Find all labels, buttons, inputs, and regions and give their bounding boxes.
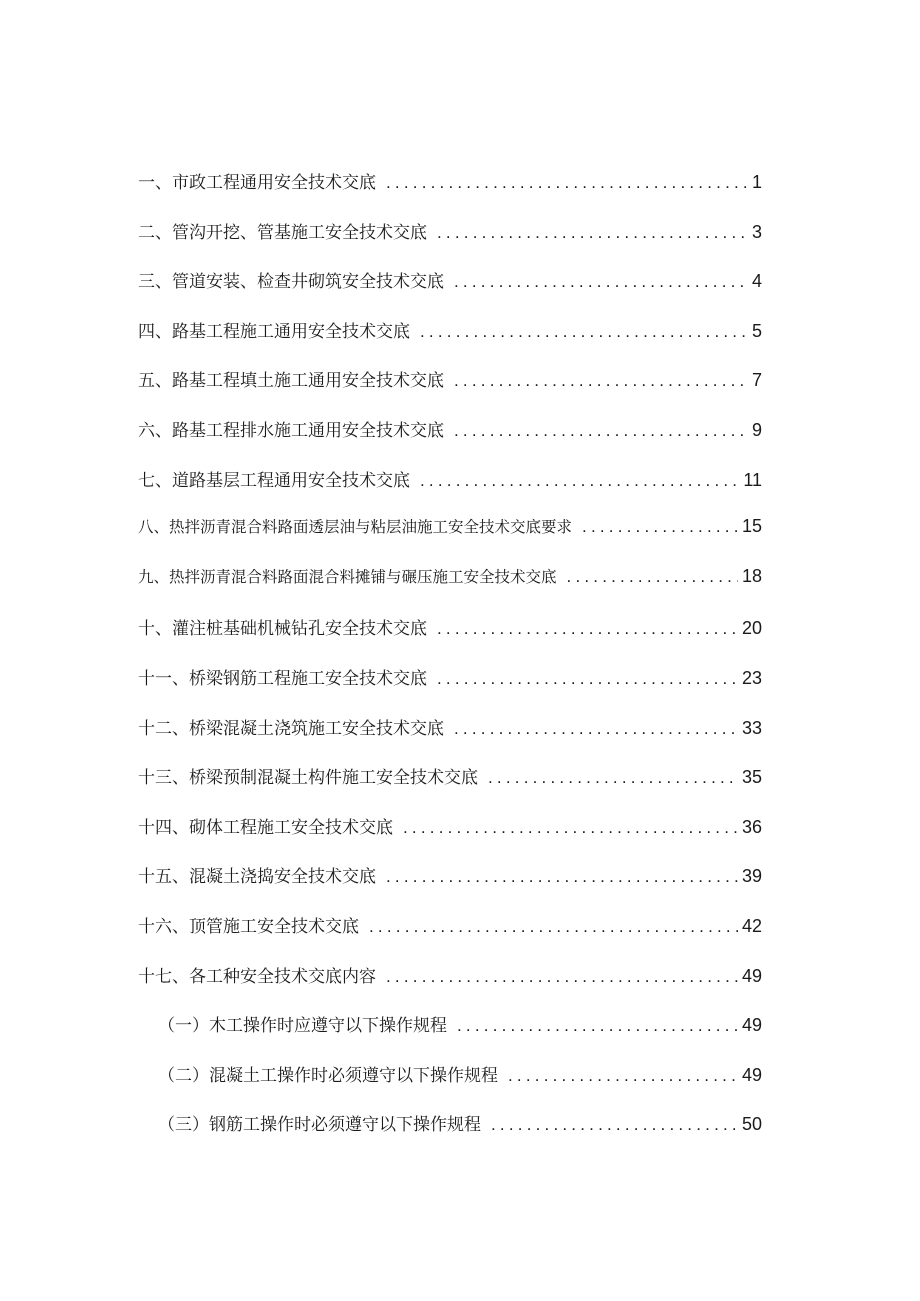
toc-entry-4[interactable] bbox=[138, 317, 762, 367]
toc-page-number: 1 bbox=[751, 172, 762, 192]
toc-page-number: 18 bbox=[741, 565, 762, 586]
toc-entry-title: 十、灌注桩基础机械钻孔安全技术交底 bbox=[138, 619, 427, 640]
toc-page-number: 35 bbox=[741, 767, 762, 788]
toc-entry-title: 十四、砌体工程施工安全技术交底 bbox=[138, 817, 393, 838]
toc-entry-3[interactable] bbox=[138, 267, 762, 317]
toc-page-number: 49 bbox=[741, 1015, 762, 1036]
toc-dot-leader bbox=[437, 619, 738, 639]
toc-entry-6[interactable] bbox=[138, 416, 762, 466]
toc-entry-title: 十六、顶管施工安全技术交底 bbox=[138, 916, 359, 937]
toc-entry-8[interactable] bbox=[138, 515, 762, 565]
toc-dot-leader bbox=[567, 567, 738, 587]
toc-page-number: 3 bbox=[751, 221, 762, 242]
toc-dot-leader bbox=[457, 1016, 738, 1036]
toc-entry-13[interactable] bbox=[138, 763, 762, 813]
toc-dot-leader bbox=[582, 517, 738, 537]
toc-page-number: 4 bbox=[751, 271, 762, 292]
toc-entry-title: 五、路基工程填土施工通用安全技术交底 bbox=[138, 371, 444, 392]
toc-entry-14[interactable] bbox=[138, 813, 762, 863]
toc-page-number: 5 bbox=[751, 320, 762, 341]
toc-dot-leader bbox=[403, 818, 738, 838]
toc-dot-leader bbox=[454, 371, 748, 391]
toc-page-number: 15 bbox=[741, 516, 762, 537]
toc-dot-leader bbox=[437, 669, 738, 689]
toc-entry-2[interactable] bbox=[138, 218, 762, 268]
toc-dot-leader bbox=[420, 471, 739, 491]
toc-entry-11[interactable] bbox=[138, 664, 762, 714]
toc-dot-leader bbox=[454, 272, 748, 292]
toc-dot-leader bbox=[369, 917, 738, 937]
toc-entry-title: 九、热拌沥青混合料路面混合料摊铺与碾压施工安全技术交底 bbox=[138, 567, 557, 586]
toc-page-number: 11 bbox=[743, 469, 762, 490]
toc-subentry-1[interactable] bbox=[138, 1011, 762, 1061]
toc-entry-title: 八、热拌沥青混合料路面透层油与粘层油施工安全技术交底要求 bbox=[138, 518, 573, 537]
toc-page-number: 23 bbox=[741, 667, 762, 688]
toc-page-number: 36 bbox=[741, 816, 762, 837]
toc-entry-title: （三）钢筋工操作时必须遵守以下操作规程 bbox=[158, 1115, 481, 1136]
table-of-contents bbox=[138, 168, 762, 1160]
toc-dot-leader bbox=[386, 867, 738, 887]
toc-page-number: 39 bbox=[741, 866, 762, 887]
toc-page-number: 20 bbox=[741, 618, 762, 639]
toc-entry-title: 三、管道安装、检查井砌筑安全技术交底 bbox=[138, 272, 444, 293]
toc-entry-title: （一）木工操作时应遵守以下操作规程 bbox=[158, 1016, 447, 1037]
toc-page-number: 9 bbox=[751, 419, 762, 440]
toc-dot-leader bbox=[386, 173, 748, 193]
toc-dot-leader bbox=[491, 1115, 738, 1135]
toc-entry-17[interactable] bbox=[138, 962, 762, 1012]
toc-page-number: 50 bbox=[741, 1114, 762, 1135]
toc-page-number: 49 bbox=[741, 965, 762, 986]
toc-dot-leader bbox=[386, 967, 738, 987]
toc-entry-9[interactable] bbox=[138, 565, 762, 615]
toc-entry-10[interactable] bbox=[138, 614, 762, 664]
toc-entry-12[interactable] bbox=[138, 714, 762, 764]
toc-entry-title: 二、管沟开挖、管基施工安全技术交底 bbox=[138, 222, 427, 243]
toc-page-number: 7 bbox=[751, 370, 762, 391]
toc-subentry-3[interactable] bbox=[138, 1110, 762, 1160]
toc-entry-title: 七、道路基层工程通用安全技术交底 bbox=[138, 470, 410, 491]
toc-dot-leader bbox=[454, 719, 738, 739]
toc-dot-leader bbox=[508, 1066, 738, 1086]
toc-entry-15[interactable] bbox=[138, 862, 762, 912]
toc-entry-title: （二）混凝土工操作时必须遵守以下操作规程 bbox=[158, 1065, 498, 1086]
toc-entry-7[interactable] bbox=[138, 466, 762, 516]
toc-entry-5[interactable] bbox=[138, 366, 762, 416]
toc-subentry-2[interactable] bbox=[138, 1061, 762, 1111]
toc-entry-title: 十三、桥梁预制混凝土构件施工安全技术交底 bbox=[138, 768, 478, 789]
toc-entry-title: 十五、混凝土浇捣安全技术交底 bbox=[138, 867, 376, 888]
toc-entry-title: 一、市政工程通用安全技术交底 bbox=[138, 173, 376, 193]
toc-entry-16[interactable] bbox=[138, 912, 762, 962]
toc-page-number: 49 bbox=[741, 1064, 762, 1085]
toc-entry-title: 十七、各工种安全技术交底内容 bbox=[138, 966, 376, 987]
toc-entry-1[interactable] bbox=[138, 168, 762, 218]
toc-entry-title: 十一、桥梁钢筋工程施工安全技术交底 bbox=[138, 668, 427, 689]
toc-entry-title: 六、路基工程排水施工通用安全技术交底 bbox=[138, 420, 444, 441]
toc-page-number: 33 bbox=[741, 717, 762, 738]
toc-dot-leader bbox=[488, 768, 738, 788]
toc-dot-leader bbox=[420, 322, 748, 342]
toc-page-number: 42 bbox=[741, 915, 762, 936]
toc-entry-title: 十二、桥梁混凝土浇筑施工安全技术交底 bbox=[138, 718, 444, 739]
toc-entry-title: 四、路基工程施工通用安全技术交底 bbox=[138, 321, 410, 342]
toc-dot-leader bbox=[454, 421, 748, 441]
toc-dot-leader bbox=[437, 223, 748, 243]
